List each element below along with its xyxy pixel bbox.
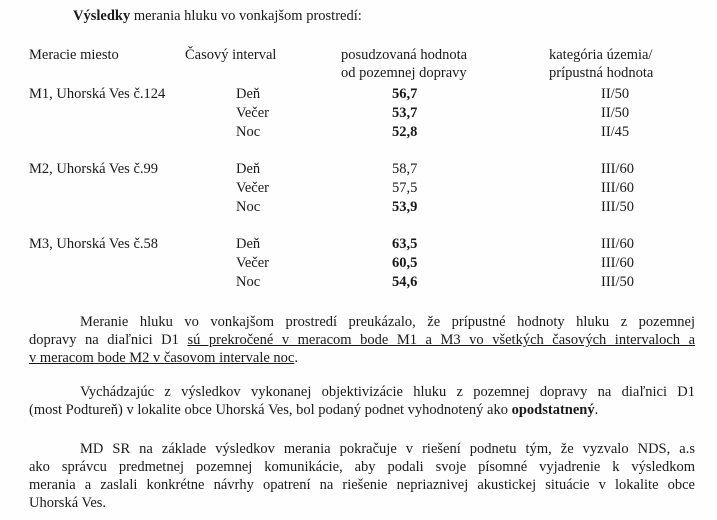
category-cell: III/60 <box>601 255 635 271</box>
table-row <box>0 236 717 255</box>
interval-label: Deň <box>236 236 261 252</box>
category-cell: III/60 <box>601 236 635 252</box>
header-value-line2: od pozemnej dopravy <box>341 65 467 81</box>
category-cell: II/50 <box>601 86 630 102</box>
paragraph-line: Meranie hluku vo vonkajšom prostredí preukázalo, že prípustné hodnoty hluku z pozemnej <box>80 314 695 330</box>
table-row <box>0 180 717 199</box>
interval-label: Noc <box>236 274 261 290</box>
value-cell: 60,5 <box>392 255 418 271</box>
results-heading-bold: Výsledky <box>73 8 131 24</box>
value-cell: 54,6 <box>392 274 418 290</box>
interval-label: Noc <box>236 199 261 215</box>
header-interval: Časový interval <box>185 47 277 63</box>
value-cell: 63,5 <box>392 236 418 252</box>
paragraph-text: . <box>594 402 599 418</box>
header-value-line1: posudzovaná hodnota <box>341 47 468 63</box>
table-row <box>0 199 717 218</box>
value-cell: 57,5 <box>392 180 418 196</box>
category-cell: III/50 <box>601 199 635 215</box>
value-cell: 58,7 <box>392 161 418 177</box>
interval-label: Večer <box>236 105 270 121</box>
paragraph-line: ako správcu predmetnej pozemnej komunikácie, aby podali svoje písomné vyjadrenie k výsledkom <box>29 459 695 475</box>
category-cell: III/50 <box>601 274 635 290</box>
paragraph-text: dopravy na diaľnici D1 <box>29 332 179 348</box>
table-row <box>0 105 717 124</box>
value-cell: 56,7 <box>392 86 418 102</box>
value-cell: 52,8 <box>392 124 418 140</box>
interval-label: Deň <box>236 86 261 102</box>
paragraph-text: . <box>294 350 298 366</box>
value-cell: 53,9 <box>392 199 418 215</box>
header-location: Meracie miesto <box>29 47 119 63</box>
paragraph-line: MD SR na základe výsledkov merania pokračuje v riešení podnetu tým, že vyzvalo NDS, a.s <box>80 441 695 457</box>
paragraph-line: Vychádzajúc z výsledkov vykonanej objektivizácie hluku z pozemnej dopravy na diaľnici D1 <box>80 384 695 400</box>
paragraph-line: merania a zaslali konkrétne návrhy opatrení na riešenie nepriaznivej akustickej situácie v lokalite obce <box>29 477 695 493</box>
interval-label: Večer <box>236 180 270 196</box>
location-label: M1, Uhorská Ves č.124 <box>29 86 166 102</box>
location-label: M2, Uhorská Ves č.99 <box>29 161 159 177</box>
interval-label: Noc <box>236 124 261 140</box>
category-cell: III/60 <box>601 161 635 177</box>
paragraph-line <box>29 401 695 419</box>
paragraph-line <box>29 349 695 367</box>
interval-label: Večer <box>236 255 270 271</box>
category-cell: III/60 <box>601 180 635 196</box>
table-row <box>0 274 717 293</box>
paragraph-conclusion <box>29 383 695 419</box>
table-row <box>0 255 717 274</box>
category-cell: II/45 <box>601 124 630 140</box>
paragraph-text: (most Podtureň) v lokalite obce Uhorská Ves, bol podaný podnet vyhodnotený ako <box>29 402 508 418</box>
results-heading-rest: merania hluku vo vonkajšom prostredí: <box>133 8 362 24</box>
underlined-text: v meracom bode M2 v časovom intervale noc <box>29 350 295 366</box>
header-value <box>341 46 467 82</box>
paragraph-line: Uhorská Ves. <box>29 495 107 511</box>
table-row <box>0 124 717 143</box>
location-label: M3, Uhorská Ves č.58 <box>29 236 159 252</box>
table-row <box>0 86 717 105</box>
value-cell: 53,7 <box>392 105 418 121</box>
category-cell: II/50 <box>601 105 630 121</box>
table-row <box>0 161 717 180</box>
interval-label: Deň <box>236 161 261 177</box>
paragraph-next-steps <box>29 440 695 512</box>
header-category-line2: prípustná hodnota <box>549 65 654 81</box>
header-category-line1: kategória územia/ <box>549 47 653 63</box>
paragraph-line <box>29 331 695 349</box>
underlined-text: sú prekročené v meracom bode M1 a M3 vo všetkých časových intervaloch a <box>187 332 696 348</box>
results-heading <box>73 8 362 25</box>
paragraph-exceedance <box>29 313 695 367</box>
bold-text: opodstatnený <box>511 402 595 418</box>
header-category <box>549 46 653 82</box>
